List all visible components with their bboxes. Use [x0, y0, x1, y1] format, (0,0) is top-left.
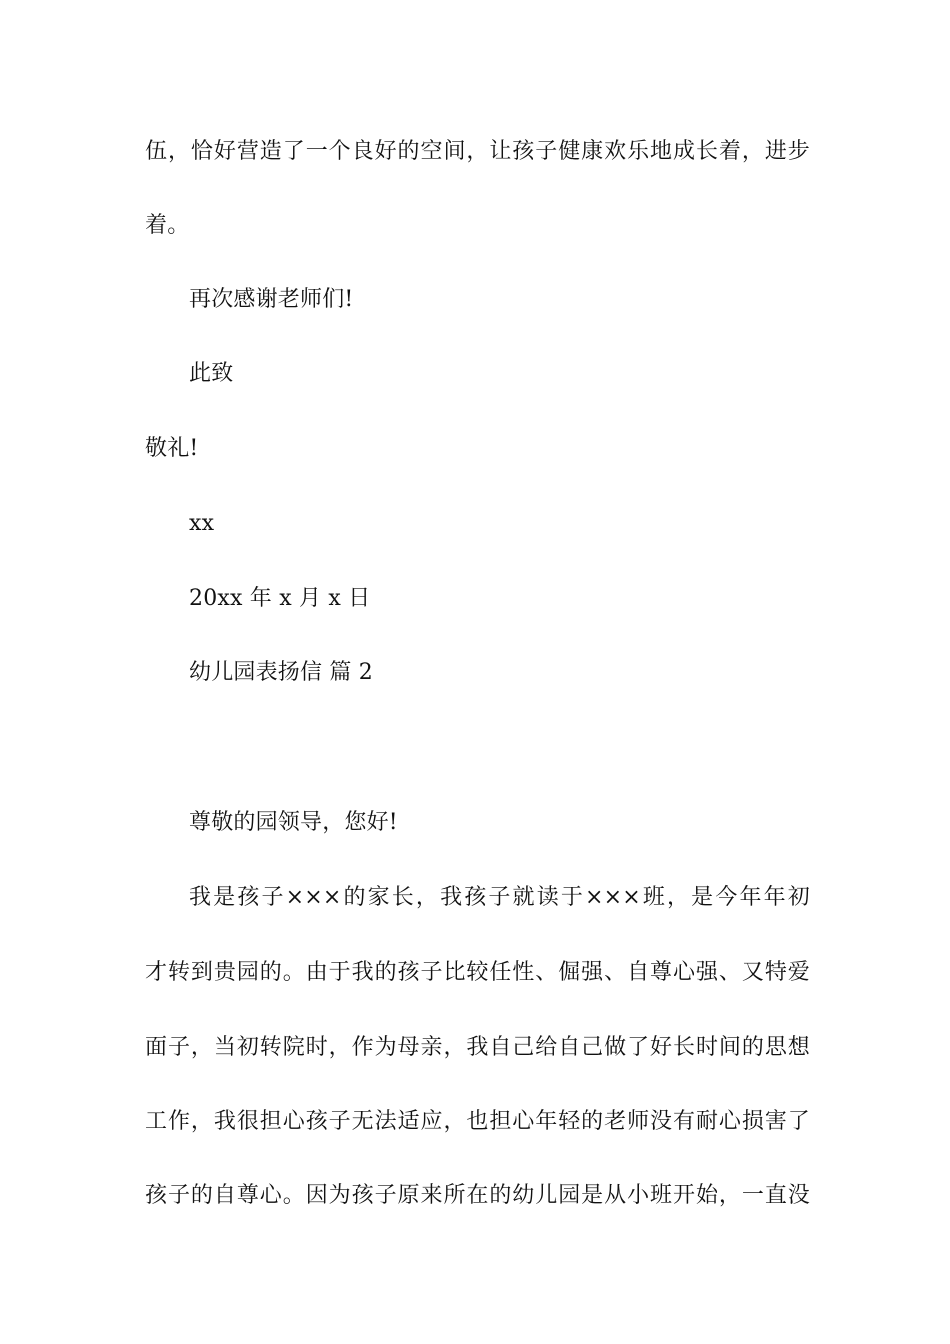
salute-line: 敬礼!	[145, 436, 199, 461]
paragraph-line: 着。	[145, 213, 190, 238]
thanks-line: 再次感谢老师们!	[189, 287, 354, 312]
date-line: 20xx 年 x 月 x 日	[189, 586, 371, 611]
paragraph-line: 孩子的自尊心。因为孩子原来所在的幼儿园是从小班开始，一直没	[145, 1183, 810, 1208]
paragraph-line: 才转到贵园的。由于我的孩子比较任性、倔强、自尊心强、又特爱	[145, 960, 810, 985]
paragraph-line: 工作，我很担心孩子无法适应，也担心年轻的老师没有耐心损害了	[145, 1109, 810, 1134]
closing-line: 此致	[189, 361, 234, 386]
greeting-line: 尊敬的园领导，您好!	[189, 810, 398, 835]
paragraph-line: 伍，恰好营造了一个良好的空间，让孩子健康欢乐地成长着，进步	[145, 139, 810, 164]
paragraph-line: 我是孩子×××的家长，我孩子就读于×××班，是今年年初	[189, 885, 810, 910]
section-heading: 幼儿园表扬信 篇 2	[189, 660, 373, 685]
paragraph-line: 面子，当初转院时，作为母亲，我自己给自己做了好长时间的思想	[145, 1035, 810, 1060]
signature-line: xx	[189, 511, 215, 536]
